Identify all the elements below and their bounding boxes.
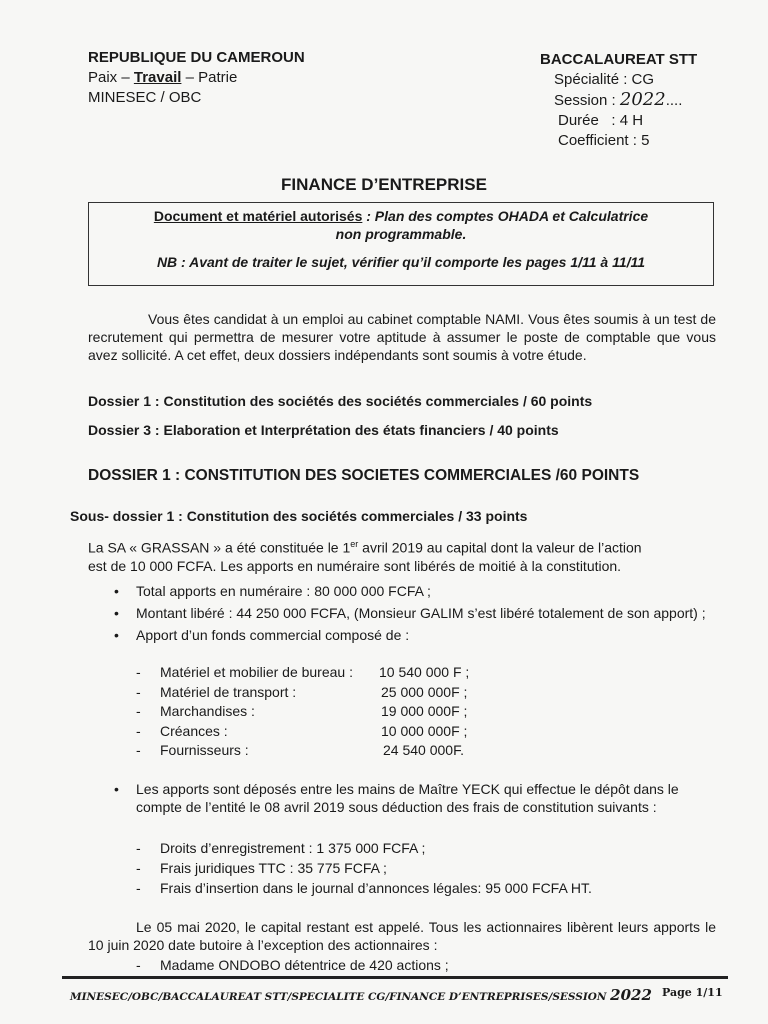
list-item: [114, 604, 716, 622]
list-item: [114, 780, 716, 816]
ordinal-sup: er: [350, 539, 359, 549]
dash-icon: -: [136, 840, 141, 856]
page-number: Page 1/11: [662, 986, 723, 999]
dossier-3-line: Dossier 3 : Elaboration et Interprétation des états financiers / 40 points: [88, 422, 559, 438]
asset-value: 19 000 000F ;: [381, 703, 468, 719]
ministry: MINESEC / OBC: [88, 89, 202, 106]
asset-label: Créances :: [160, 722, 228, 739]
list-item: [136, 858, 700, 878]
asset-value: 24 540 000F.: [383, 742, 464, 758]
dash-icon: -: [136, 722, 141, 739]
list-item: [136, 956, 660, 974]
coefficient-value: 5: [641, 132, 650, 149]
fees-list: [136, 838, 700, 898]
national-motto: Paix – Travail – Patrie: [88, 69, 238, 86]
motto-peace: Paix: [88, 69, 118, 86]
country-name: REPUBLIQUE DU CAMEROUN: [88, 49, 305, 66]
list-item: [136, 702, 520, 722]
fee-text: Droits d’enregistrement : 1 375 000 FCFA ;: [160, 840, 426, 856]
session-line: Session : 2022....: [554, 89, 683, 110]
coefficient-line: [540, 131, 697, 151]
bullet-icon: •: [114, 627, 119, 643]
dash-icon: -: [136, 860, 141, 876]
bullet-text: Les apports sont déposés entre les mains de Maître YECK qui effectue le dépôt dans le compte de l’entité le 08 avril 2019 sous déduction des frais de constitution suivants :: [136, 781, 679, 815]
asset-label: Matériel de transport :: [160, 683, 297, 700]
dash-icon: -: [136, 664, 141, 680]
footer-text: [70, 986, 652, 1004]
duration-label: Durée: [558, 112, 599, 129]
list-item: [114, 626, 716, 644]
sous-dossier-title: Sous- dossier 1 : Constitution des sociétés commerciales / 33 points: [70, 508, 528, 524]
asset-label: Matériel et mobilier de bureau :: [160, 664, 353, 680]
header-left: [88, 48, 305, 108]
asset-label: Fournisseurs :: [160, 742, 249, 758]
authorized-docs-line-2: non programmable.: [335, 226, 467, 242]
list-item: [136, 683, 520, 703]
deposit-list: [114, 780, 716, 816]
speciality-label: Spécialité :: [554, 71, 628, 88]
list-item: [136, 878, 700, 898]
page-title: FINANCE D’ENTREPRISE: [281, 175, 487, 194]
company-text-a: La SA « GRASSAN » a été constituée le 1: [88, 539, 351, 556]
asset-value: 10 540 000 F ;: [379, 664, 470, 680]
dossier-1-line: Dossier 1 : Constitution des sociétés des sociétés commerciales / 60 points: [88, 393, 593, 409]
company-text-line2: est de 10 000 FCFA. Les apports en numéraire sont libérés de moitié à la constitution.: [88, 557, 622, 574]
asset-label: Marchandises :: [160, 703, 255, 719]
bullet-icon: •: [114, 781, 119, 797]
list-item: [136, 722, 520, 742]
company-text-b: avril 2019 au capital dont la valeur de l’action: [358, 539, 642, 556]
footer-divider: [62, 976, 728, 979]
footer-year: 2022: [610, 986, 652, 1004]
motto-fatherland: Patrie: [198, 69, 238, 86]
bullet-text: Montant libéré : 44 250 000 FCFA, (Monsieur GALIM s’est libéré totalement de son apport) ;: [136, 605, 706, 621]
section-title: DOSSIER 1 : CONSTITUTION DES SOCIETES COMMERCIALES /60 POINTS: [88, 467, 640, 484]
list-item: [114, 582, 716, 600]
authorized-docs-text: : Plan des comptes OHADA et Calculatrice: [362, 208, 649, 224]
footer-label: MINESEC/OBC/BACCALAUREAT STT/SPECIALITE CG/FINANCE D’ENTREPRISES/SESSION: [70, 991, 607, 1003]
dash-icon: -: [136, 683, 141, 700]
exceptions-list: [136, 956, 660, 974]
speciality-value: CG: [631, 71, 655, 88]
bullet-icon: •: [114, 605, 119, 621]
header-right: [540, 50, 697, 151]
dash-icon: -: [136, 703, 141, 719]
bullet-text: Total apports en numéraire : 80 000 000 FCFA ;: [136, 583, 431, 599]
intro-paragraph: Vous êtes candidat à un emploi au cabinet comptable NAMI. Vous êtes soumis à un test de recrutement qui permettra de mesurer votre aptitude à assumer le poste de comptable que vous avez sollicité. A cet effet, deux dossiers indépendants sont soumis à votre étude.: [88, 311, 716, 363]
speciality-line: [540, 70, 697, 90]
asset-list: [136, 663, 520, 761]
list-item: [136, 741, 520, 761]
bullet-text: Apport d’un fonds commercial composé de :: [136, 627, 410, 643]
company-paragraph: [88, 535, 642, 575]
fee-text: Frais juridiques TTC : 35 775 FCFA ;: [160, 860, 387, 876]
list-item: [136, 663, 520, 683]
dash-icon: -: [136, 742, 141, 758]
duration-line: [540, 111, 697, 131]
nb-note: NB : Avant de traiter le sujet, vérifier qu’il comporte les pages 1/11 à 11/11: [156, 254, 646, 270]
coefficient-label: Coefficient :: [558, 132, 637, 149]
authorized-docs-line: [89, 207, 713, 225]
asset-value: 25 000 000F ;: [381, 683, 468, 700]
asset-value: 10 000 000F ;: [381, 722, 468, 739]
contribution-list: [114, 582, 716, 644]
motto-work: Travail: [133, 69, 182, 86]
session-label: Session :: [554, 92, 616, 109]
authorized-docs-label: Document et matériel autorisés: [153, 208, 363, 224]
exception-text: Madame ONDOBO détentrice de 420 actions ;: [160, 957, 449, 973]
instructions-box: [88, 202, 714, 286]
session-value: 2022: [619, 89, 666, 110]
fee-text: Frais d’insertion dans le journal d’annonces légales: 95 000 FCFA HT.: [160, 880, 592, 896]
dash-icon: -: [136, 880, 141, 896]
duration-value: : 4 H: [611, 112, 644, 129]
call-paragraph: Le 05 mai 2020, le capital restant est appelé. Tous les actionnaires libèrent leurs apports le 10 juin 2020 date butoire à l’exception des actionnaires :: [88, 919, 716, 953]
dash-icon: -: [136, 957, 141, 973]
bullet-icon: •: [114, 583, 119, 599]
exam-name: BACCALAUREAT STT: [540, 51, 698, 68]
list-item: [136, 838, 700, 858]
